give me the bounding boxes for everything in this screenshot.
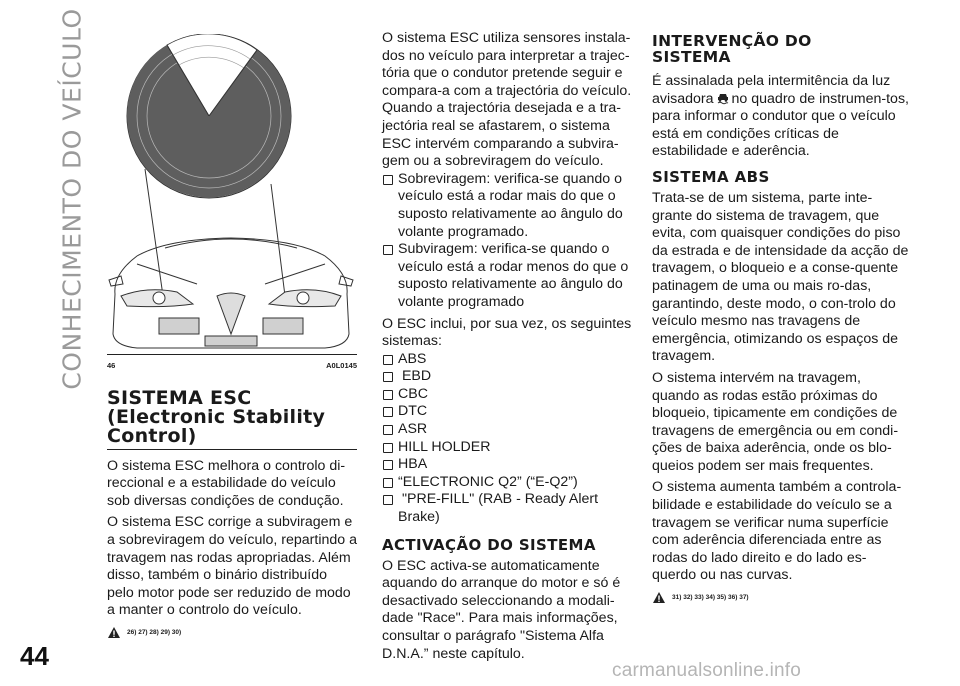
warning-refs: 31) 32) 33) 34) 35) 36) 37)	[672, 594, 749, 602]
list-item: HBA	[382, 456, 634, 474]
car-front	[109, 238, 353, 348]
bullet-box-icon	[383, 443, 393, 453]
figure-number: 46	[107, 361, 116, 370]
warning-refs-row	[107, 624, 357, 642]
list-item: DTC	[382, 403, 634, 421]
bullet-box-icon	[383, 425, 393, 435]
list-item: ASR	[382, 421, 634, 439]
bullet-box-icon	[383, 245, 393, 255]
esc-sensors-paragraph: O sistema ESC utiliza sensores instala-dos no veículo para interpretar a trajec-tória que o condutor pretende seguir e compara-a com a trajectória do veículo. Quando a trajectória desejada e a tra-jectória real se afastarem, o sistema ESC intervém comparando a subvira-gem ou a sobreviragem do veículo.	[382, 30, 632, 170]
bullet-box-icon	[383, 372, 393, 382]
bullet-box-icon	[383, 390, 393, 400]
list-item: HILL HOLDER	[382, 439, 634, 457]
list-item: “ELECTRONIC Q2” (“E-Q2”)	[382, 474, 634, 492]
chapter-side-title-text: CONHECIMENTO DO VEÍCULO	[57, 8, 87, 390]
bullet-box-icon	[383, 407, 393, 417]
includes-paragraph: O ESC inclui, por sua vez, os seguintes sistemas:	[382, 315, 632, 350]
figure-caption	[107, 357, 357, 375]
warning-refs-row	[652, 589, 910, 607]
esc-heading: SISTEMA ESC (Electronic Stability Control)	[107, 386, 326, 447]
activation-heading: ACTIVAÇÃO DO SISTEMA	[382, 535, 596, 554]
bullet-box-icon	[383, 355, 393, 365]
bullet-box-icon	[383, 495, 393, 505]
dial-graphic	[127, 34, 291, 198]
heading-rule	[107, 449, 357, 450]
bullet-box-icon	[383, 478, 393, 488]
bullet-box-icon	[383, 460, 393, 470]
esc-paragraph-1: O sistema ESC melhora o controlo di-reccional e a estabilidade do veículo sob diversas condições de condução.	[107, 457, 346, 509]
esc-warning-light-icon	[716, 92, 730, 105]
bullet-box-icon	[383, 175, 393, 185]
list-item: ABS	[382, 351, 634, 369]
intervention-heading: INTERVENÇÃO DO SISTEMA	[652, 32, 812, 66]
figure-car-illustration	[107, 34, 355, 352]
figure-rule	[107, 354, 357, 355]
figure-code: A0L0145	[326, 361, 357, 370]
list-item: CBC	[382, 386, 634, 404]
list-item: Sobreviragem: verifica-se quando o veículo está a rodar mais do que o suposto relativamente ao ângulo do volante programado.	[382, 171, 634, 241]
column-1	[107, 34, 357, 642]
page-number: 44	[20, 641, 49, 671]
warning-refs: 26) 27) 28) 29) 30)	[127, 628, 182, 636]
abs-paragraph-2: O sistema intervém na travagem, quando as rodas estão próximas do bloqueio, tipicamente em condições de travagens de emergência ou em condi-ções de baixa aderência, onde os blo-queios podem ser mais frequentes.	[652, 369, 899, 474]
warning-triangle-icon	[107, 626, 121, 639]
esc-paragraph-2: O sistema ESC corrige a subviragem e a sobreviragem do veículo, repartindo a travagem nas rodas apropriadas. Além disso, também o binário distribuído pelo motor pode ser reduzido de modo a manter o controlo do veículo.	[107, 514, 357, 619]
abs-paragraph-1: Trata-se de um sistema, parte inte-grante do sistema de travagem, que evita, com quaisquer condições do piso da estrada e de intensidade da acção de travagem, o bloqueio e a conse-quente patinagem de uma ou mais ro-das, garantindo, deste modo, o con-trolo do veículo mesmo nas travagens de emergência, otimizando os espaços de travagem.	[652, 189, 909, 365]
abs-paragraph-3: O sistema aumenta também a controla-bilidade e estabilidade do veículo se a travagem se verificar numa superfície com aderência diferenciada entre as rodas do lado direito e do lado es-querdo ou nas curvas.	[652, 479, 902, 584]
systems-list	[382, 351, 634, 527]
warning-triangle-icon	[652, 591, 666, 604]
car-headlight-illustration	[107, 34, 355, 352]
list-item: "PRE-FILL" (RAB - Ready Alert Brake)	[382, 491, 634, 526]
intervention-paragraph: É assinalada pela intermitência da luz avisadora no quadro de instrumen-tos, para informar o condutor que o veículo está em condições críticas de estabilidade e aderência.	[652, 73, 909, 160]
list-item: EBD	[382, 368, 634, 386]
column-3	[652, 30, 910, 607]
abs-heading: SISTEMA ABS	[652, 167, 770, 186]
column-2	[382, 30, 634, 667]
activation-paragraph: O ESC activa-se automaticamente aquando do arranque do motor e só é desactivado seleccionando a modali-dade "Race". Para mais informações, consultar o parágrafo "Sistema Alfa D.N.A.” neste capítulo.	[382, 557, 621, 662]
list-item: Subviragem: verifica-se quando o veículo está a rodar menos do que o suposto relativamente ao ângulo do volante programado	[382, 241, 634, 311]
watermark: carmanualsonline.info	[612, 660, 802, 681]
chapter-side-title	[52, 8, 92, 390]
